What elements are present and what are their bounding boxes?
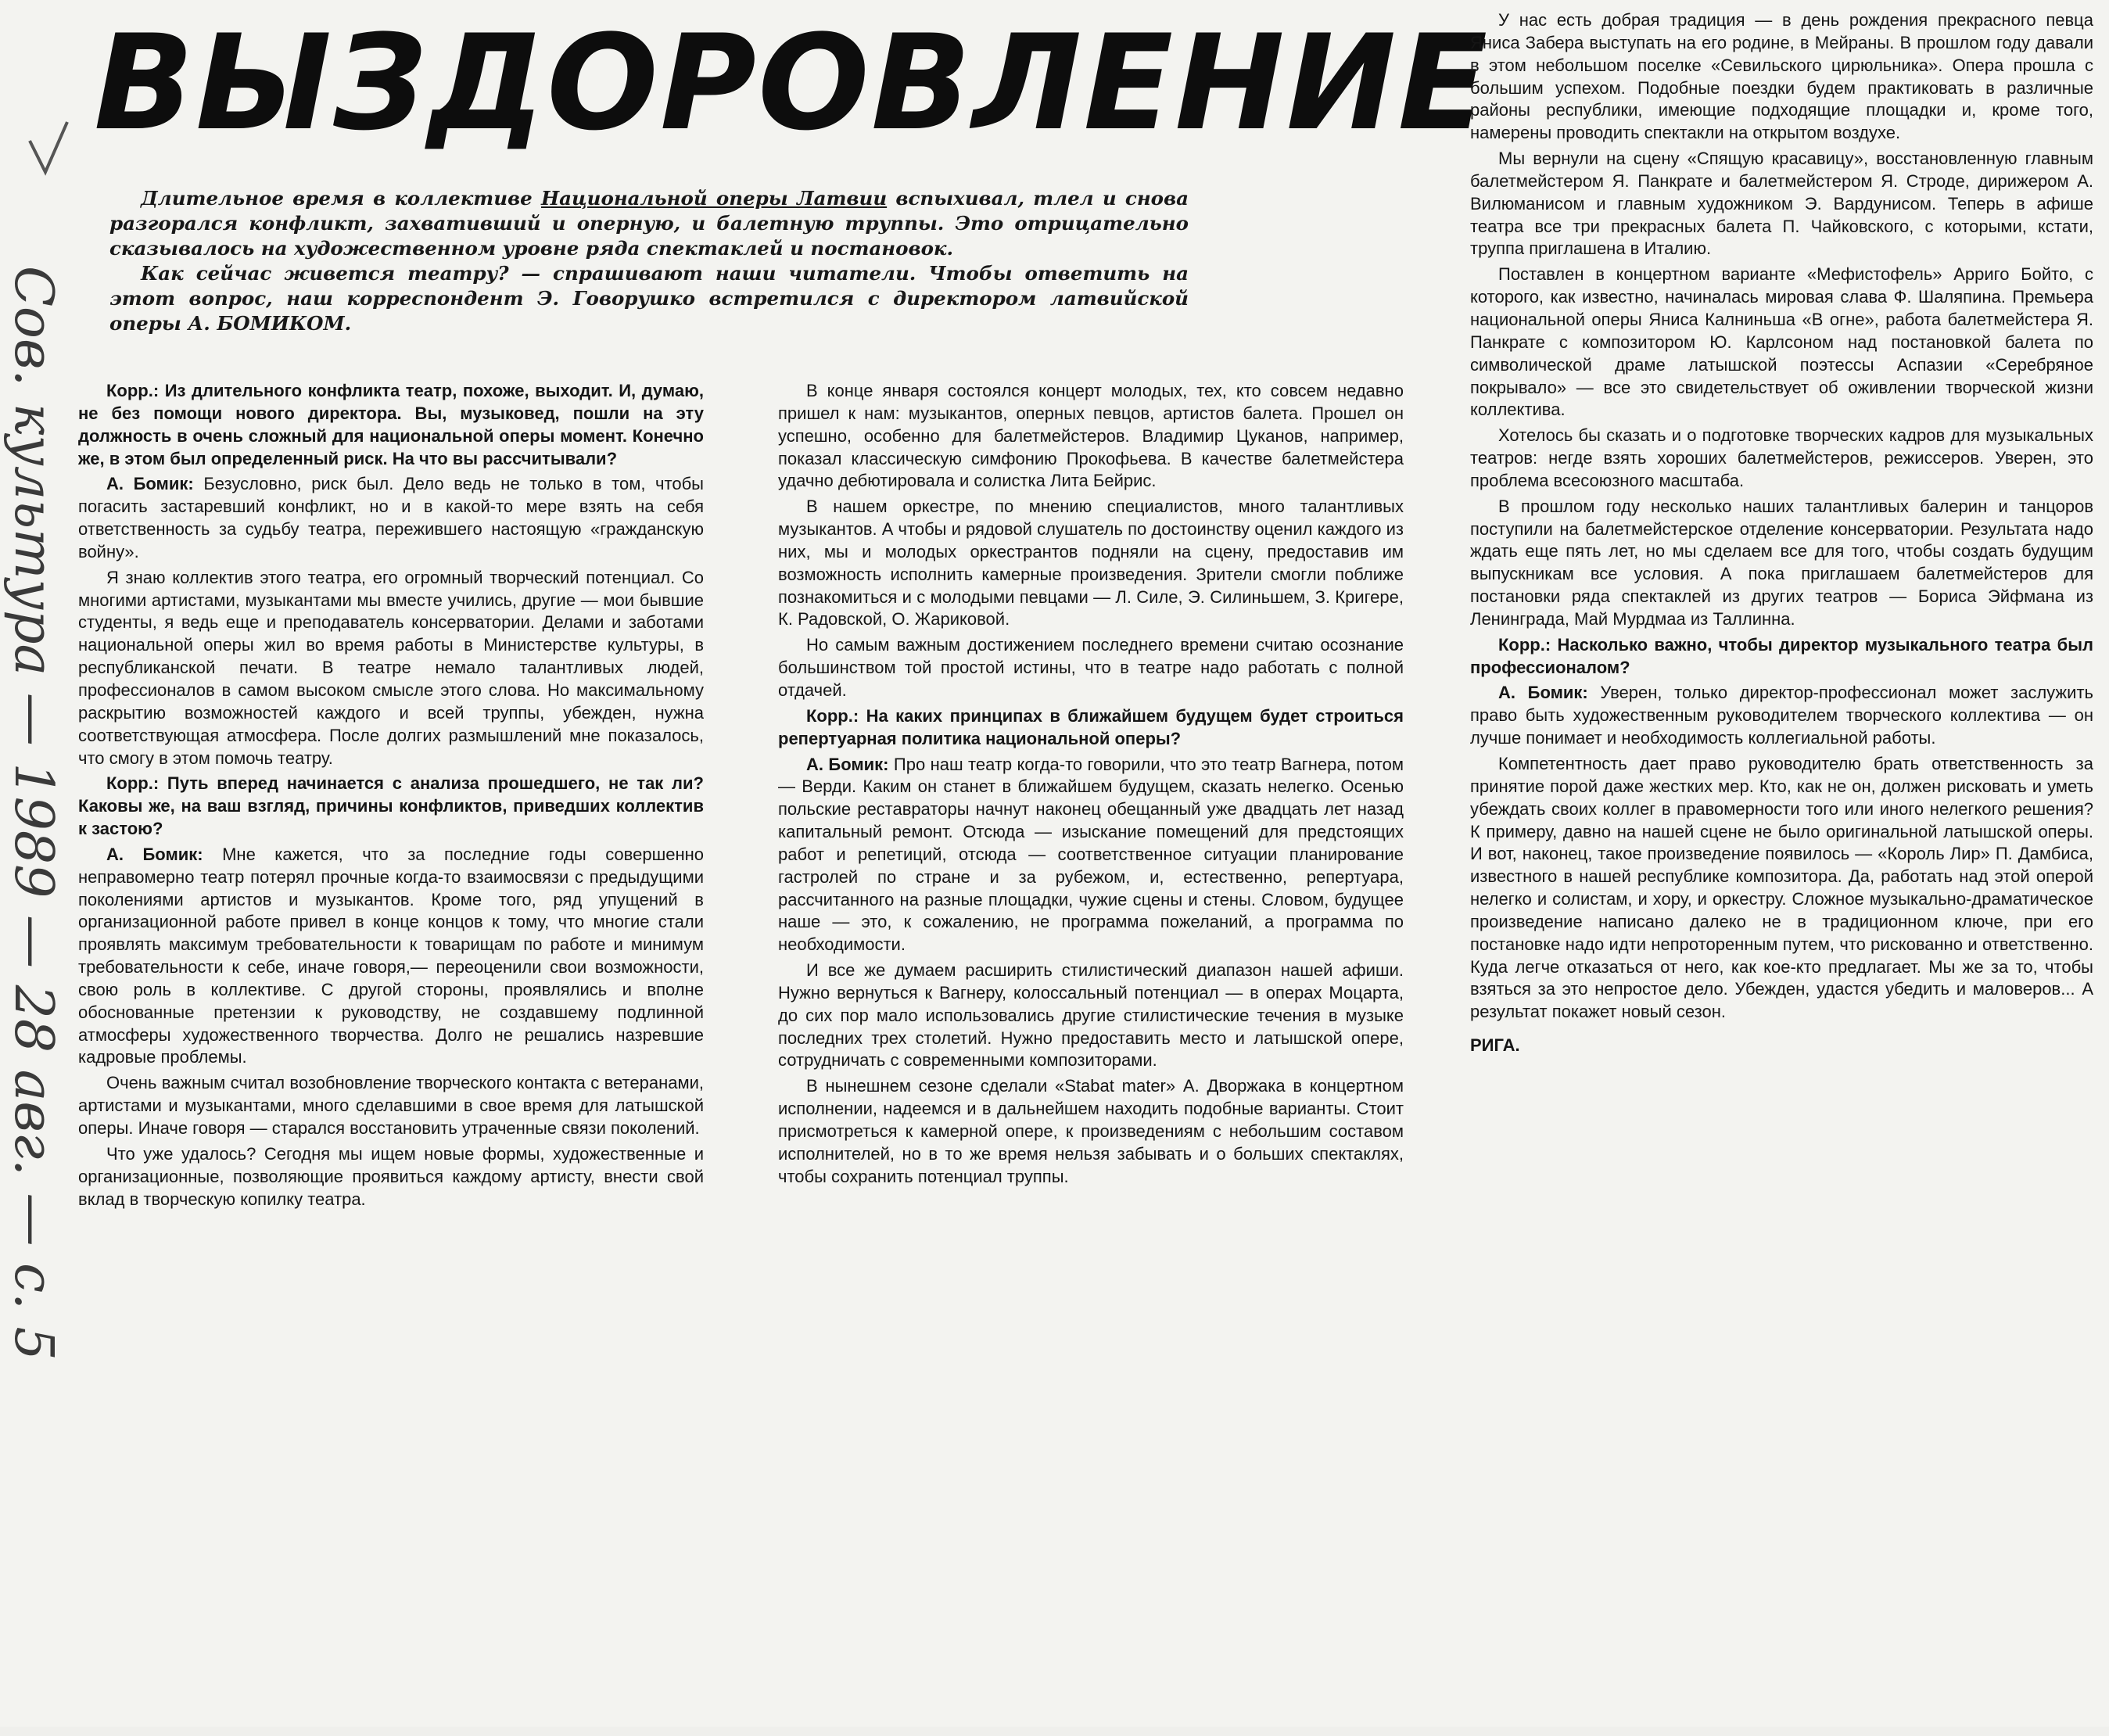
lead-text: вспыхивал, тлел и снова разгорался конфликт, захвативший и оперную, и балетную труппы. Это отрицательно сказывалось на художественном уровне ряда спектаклей и постановок.	[109, 187, 1189, 260]
body-paragraph: Что уже удалось? Сегодня мы ищем новые формы, художественные и организационные, позволяющие проявиться каждому артисту, внести свой вклад в творческую копилку театра.	[78, 1143, 704, 1209]
speaker-label: А. Бомик:	[106, 474, 194, 494]
body-paragraph: В нынешнем сезоне сделали «Stabat mater» А. Дворжака в концертном исполнении, надеемся и в дальнейшем находить подобные варианты. Стоит присмотреться к камерной опере, к произведениям с небольшим составом исполнителей, но в то же время нельзя забывать и о больших спектаклях, чтобы сохранить потенциал труппы.	[778, 1076, 1404, 1186]
body-paragraph: Очень важным считал возобновление творческого контакта с ветеранами, артистами и музыкантами, много сделавшими в свое время для латышской оперы. Иначе говоря — старался восстановить утраченные связи поколений.	[78, 1073, 704, 1138]
body-paragraph: Компетентность дает право руководителю брать ответственность за принятие порой даже жестких мер. Кто, как не он, должен рисковать и уметь убеждать своих коллег в правомерности того или иного нелегкого решения? К примеру, давно на нашей сцене не было оригинальной латышской оперы. И вот, наконец, такое произведение появилось — «Король Лир» П. Дамбиса, известного в нашей республике композитора. Да, работать над этой оперой нелегко и солистам, и хору, и оркестру. Сложное музыкально-драматическое произведение написано далеко не в традиционном ключе, при его постановке надо идти непроторенным путем, что рискованно и ответственно. Куда легче отказаться от него, как кое-кто предлагает. Мы же за то, чтобы взяться за это непростое дело. Убежден, удастся убедить и маловеров... А результат покажет новый сезон.	[1470, 754, 2093, 1022]
article-headline: ВЫЗДОРОВЛЕНИЕ	[94, 6, 1490, 160]
underlined-opera-name: Национальной оперы Латвии	[540, 187, 888, 210]
body-paragraph: У нас есть добрая традиция — в день рождения прекрасного певца Яниса Забера выступать на его родине, в Мейраны. В прошлом году давали в этом небольшом поселке «Севильского цирюльника». Опера прошла с большим успехом. Подобные поездки будем практиковать в различные районы республики, имеющие подходящие площадки и, кроме того, намерены проводить спектакли на открытом воздухе.	[1470, 10, 2093, 143]
body-paragraph: Но самым важным достижением последнего времени считаю осознание большинством той простой истины, что в театре надо работать с полной отдачей.	[778, 635, 1404, 700]
lead-paragraph-1	[109, 186, 1189, 261]
body-paragraph: В конце января состоялся концерт молодых, тех, кто совсем недавно пришел к нам: музыкантов, оперных певцов, артистов балета. Прошел он успешно, особенно для балетмейстеров. Владимир Цуканов, например, показал классическую симфонию Прокофьева. В качестве балетмейстера удачно дебютировала и солистка Лита Бейрис.	[778, 381, 1404, 491]
answer-paragraph	[78, 844, 704, 1069]
speaker-label: А. Бомик:	[106, 844, 203, 864]
lead-paragraph-2: Как сейчас живется театру? — спрашивают наши читатели. Чтобы ответить на этот вопрос, наш корреспондент Э. Говорушко встретился с директором латвийской оперы А. БОМИКОМ.	[109, 262, 1189, 335]
article-column-3	[1470, 9, 2093, 1060]
body-paragraph: И все же думаем расширить стилистический диапазон нашей афиши. Нужно вернуться к Вагнеру, колоссальный потенциал — в операх Моцарта, до сих пор мало использовались другие стилистические течения в музыке последних трех столетий. Нужно предоставить место и латышской опере, сотрудничать с современными композиторами.	[778, 960, 1404, 1071]
speaker-label: А. Бомик:	[1498, 683, 1588, 703]
interviewer-question: Корр.: На каких принципах в ближайшем будущем будет строиться репертуарная политика национальной оперы?	[778, 705, 1404, 748]
handwritten-source-text: Сов. культура — 1989 — 28 авг. — с. 5	[2, 266, 64, 1361]
handwritten-checkmark	[23, 117, 70, 180]
body-paragraph: В прошлом году несколько наших талантливых балерин и танцоров поступили на балетмейстерское отделение консерватории. Результата надо ждать еще пять лет, но мы сделаем все для того, чтобы создать будущим выпускникам все условия. А пока приглашаем балетмейстеров для постановки ряда спектаклей из других театров — Бориса Эйфмана из Ленинграда, Май Мурдмаа из Таллинна.	[1470, 496, 2093, 629]
dateline-signature: РИГА.	[1470, 1035, 1520, 1056]
answer-paragraph	[1470, 682, 2093, 750]
answer-paragraph	[778, 754, 1404, 957]
body-paragraph: Я знаю коллектив этого театра, его огромный творческий потенциал. Со многими артистами, музыкантами мы вместе учились, другие — мои бывшие студенты, я ведь еще и преподаватель консерватории. Делами и заботами национальной оперы жил во время работы в Министерстве культуры, в республиканской печати. В театре немало талантливых людей, профессионалов в самом высоком смысле этого слова. Но максимальному раскрытию возможностей каждого и всей труппы, убежден, нужна соответствующая атмосфера. После долгих размышлений мне показалось, что смогу в этом помочь театру.	[78, 567, 704, 768]
answer-text: Уверен, только директор-профессионал может заслужить право быть художественным руководителем творческого коллектива — он лучше понимает и необходимость коллегиальной работы.	[1470, 683, 2093, 748]
interviewer-question: Корр.: Насколько важно, чтобы директор музыкального театра был профессионалом?	[1470, 634, 2093, 677]
article-column-1	[78, 380, 704, 1214]
lead-text: Длительное время в коллективе	[141, 187, 541, 210]
body-paragraph: Хотелось бы сказать и о подготовке творческих кадров для музыкальных театров: негде взять хороших балетмейстеров, режиссеров. Уверен, это проблема всесоюзного масштаба.	[1470, 425, 2093, 490]
answer-paragraph	[78, 473, 704, 563]
interviewer-question: Корр.: Из длительного конфликта театр, похоже, выходит. И, думаю, не без помощи нового директора. Вы, музыковед, пошли на эту должность в очень сложный для национальной оперы момент. Конечно же, в этом был определенный риск. На что вы рассчитывали?	[78, 381, 704, 468]
body-paragraph: Поставлен в концертном варианте «Мефистофель» Арриго Бойто, с которого, как известно, начиналась мировая слава Ф. Шаляпина. Премьера национальной оперы Яниса Калниньша «В огне», работа балетмейстера Я. Панкрате с композитором Ю. Карлсоном над постановкой балета по символической драме латышской поэтессы Аспазии «Серебряное покрывало» — все это свидетельствует об оживлении творческой жизни коллектива.	[1470, 264, 2093, 420]
answer-text: Про наш театр когда-то говорили, что это театр Вагнера, потом — Верди. Каким он станет в ближайшем будущем, сказать нелегко. Осенью польские реставраторы начнут наконец обещанный уже двадцать лет назад капитальный ремонт. Отсюда — изыскание помещений для предстоящих работ и репетиций, отсюда — соответственное ситуации планирование гастролей по стране и за рубежом, и, естественно, репертуара, рассчитанного на разные площадки, чужие сцены и стены. Словом, будущее наше — это, к сожалению, не программа пожеланий, а программа по необходимости.	[778, 754, 1404, 955]
body-paragraph: Мы вернули на сцену «Спящую красавицу», восстановленную главным балетмейстером Я. Панкрате и балетмейстером Я. Строде, дирижером А. Вилюманисом и главным художником Э. Вардунисом. Теперь в афише театра все три прекрасных балета П. Чайковского, с которыми, кстати, труппа приглашена в Италию.	[1470, 149, 2093, 259]
answer-text: Мне кажется, что за последние годы совершенно неправомерно театр потерял прочные когда-то взаимосвязи с предыдущими поколениями артистов и музыкантов. Кроме того, ряд упущений в организационной работе привел в конце концов к тому, что многие стали проявлять максимум требовательности к товарищам по работе и минимум требовательности к себе, иначе говоря,— переоценили свои возможности, свою роль в коллективе. С другой стороны, проявлялись и вполне обоснованные претензии к руководству, не создавшему подлинной атмосферы художественного творчества. Долго не решались назревшие кадровые проблемы.	[78, 844, 704, 1067]
speaker-label: А. Бомик:	[806, 754, 889, 774]
answer-text: Безусловно, риск был. Дело ведь не только в том, чтобы погасить застаревший конфликт, но и в какой-то мере взять на себя ответственность за судьбу театра, пережившего настоящую «гражданскую войну».	[78, 474, 704, 561]
handwritten-source-note	[2, 266, 86, 1736]
interviewer-question: Корр.: Путь вперед начинается с анализа прошедшего, не так ли? Каковы же, на ваш взгляд, причины конфликтов, приведших коллектив к застою?	[78, 773, 704, 839]
article-lead	[109, 186, 1189, 336]
body-paragraph: В нашем оркестре, по мнению специалистов, много талантливых музыкантов. А чтобы и рядовой слушатель по достоинству оценил каждого из них, мы и молодых оркестрантов подняли на сцену, предоставив им возможность исполнить камерные произведения. Зрители смогли поближе познакомиться и с молодыми певцами — Л. Силе, Э. Силиньшем, З. Кригере, К. Радовской, О. Жариковой.	[778, 497, 1404, 629]
article-column-2	[778, 380, 1404, 1192]
